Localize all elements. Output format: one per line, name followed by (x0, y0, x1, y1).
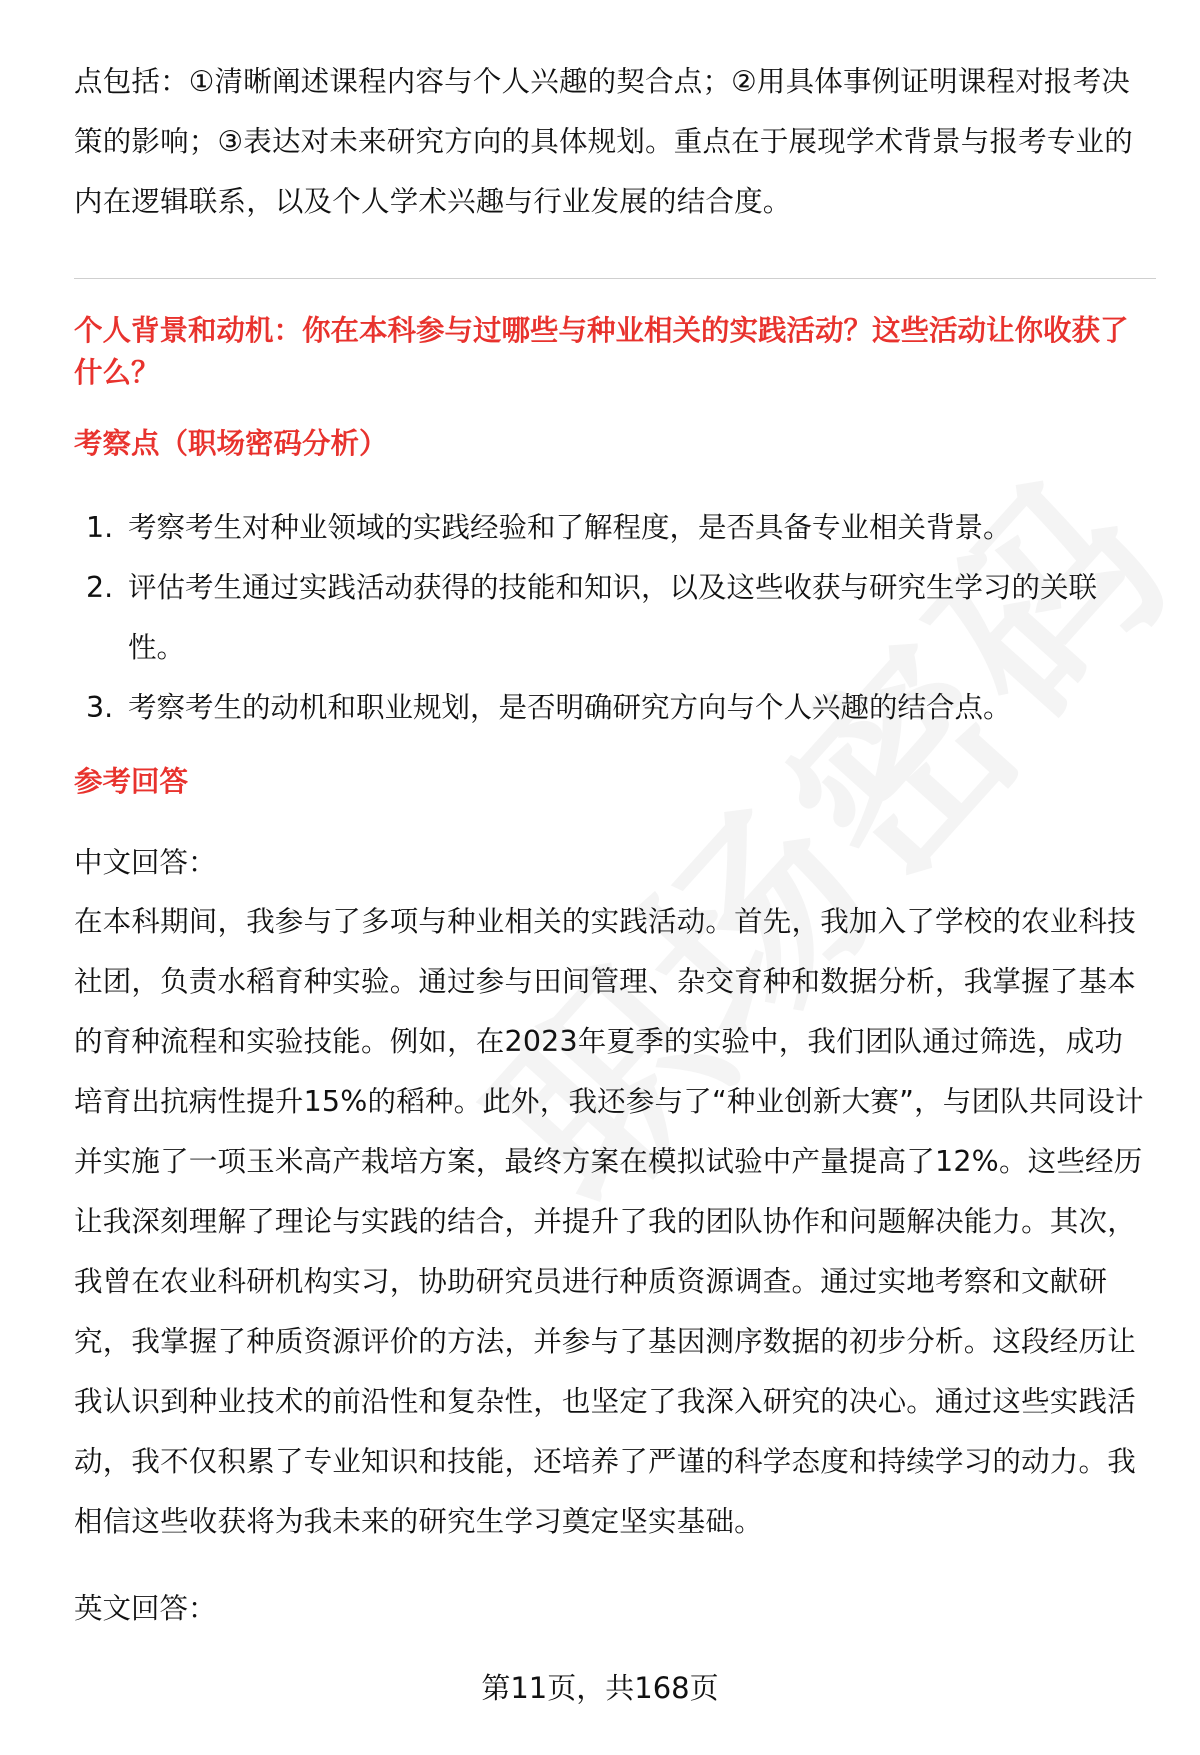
list-item (74, 498, 1146, 558)
chinese-answer-label: 中文回答： (74, 846, 217, 879)
list-item (74, 558, 1146, 678)
english-answer-block (74, 1580, 1146, 1638)
points-list (74, 498, 1146, 738)
points-list-block (74, 498, 1146, 738)
points-heading-block (74, 424, 1146, 464)
section-divider (74, 278, 1156, 279)
intro-section (74, 52, 1146, 232)
points-heading: 考察点（职场密码分析） (74, 427, 388, 460)
list-item (74, 678, 1146, 738)
answer-heading-block (74, 762, 1146, 802)
english-answer-label: 英文回答： (74, 1592, 217, 1625)
intro-paragraph: 点包括：①清晰阐述课程内容与个人兴趣的契合点；②用具体事例证明课程对报考决策的影响；③表达对未来研究方向的具体规划。重点在于展现学术背景与报考专业的内在逻辑联系，以及个人学术兴趣与行业发展的结合度。 (74, 65, 1133, 218)
question-section (74, 310, 1146, 394)
chinese-answer-text: 在本科期间，我参与了多项与种业相关的实践活动。首先，我加入了学校的农业科技社团，负责水稻育种实验。通过参与田间管理、杂交育种和数据分析，我掌握了基本的育种流程和实验技能。例如，在2023年夏季的实验中，我们团队通过筛选，成功培育出抗病性提升15%的稻种。此外，我还参与了“种业创新大赛”，与团队共同设计并实施了一项玉米高产栽培方案，最终方案在模拟试验中产量提高了12%。这些经历让我深刻理解了理论与实践的结合，并提升了我的团队协作和问题解决能力。其次，我曾在农业科研机构实习，协助研究员进行种质资源调查。通过实地考察和文献研究，我掌握了种质资源评价的方法，并参与了基因测序数据的初步分析。这段经历让我认识到种业技术的前沿性和复杂性，也坚定了我深入研究的决心。通过这些实践活动，我不仅积累了专业知识和技能，还培养了严谨的科学态度和持续学习的动力。我相信这些收获将为我未来的研究生学习奠定坚实基础。 (74, 905, 1144, 1538)
chinese-answer-block (74, 834, 1146, 1552)
page-footer: 第11页，共168页 (481, 1671, 719, 1705)
answer-heading: 参考回答 (74, 765, 189, 798)
list-item-number: 2. (86, 571, 114, 604)
list-item-text: 评估考生通过实践活动获得的技能和知识，以及这些收获与研究生学习的关联性。 (128, 571, 1098, 664)
list-item-text: 考察考生的动机和职业规划，是否明确研究方向与个人兴趣的结合点。 (128, 691, 1012, 724)
list-item-text: 考察考生对种业领域的实践经验和了解程度，是否具备专业相关背景。 (128, 511, 1012, 544)
question-title: 个人背景和动机：你在本科参与过哪些与种业相关的实践活动？这些活动让你收获了什么？ (74, 314, 1129, 389)
list-item-number: 1. (86, 511, 114, 544)
list-item-number: 3. (86, 691, 114, 724)
